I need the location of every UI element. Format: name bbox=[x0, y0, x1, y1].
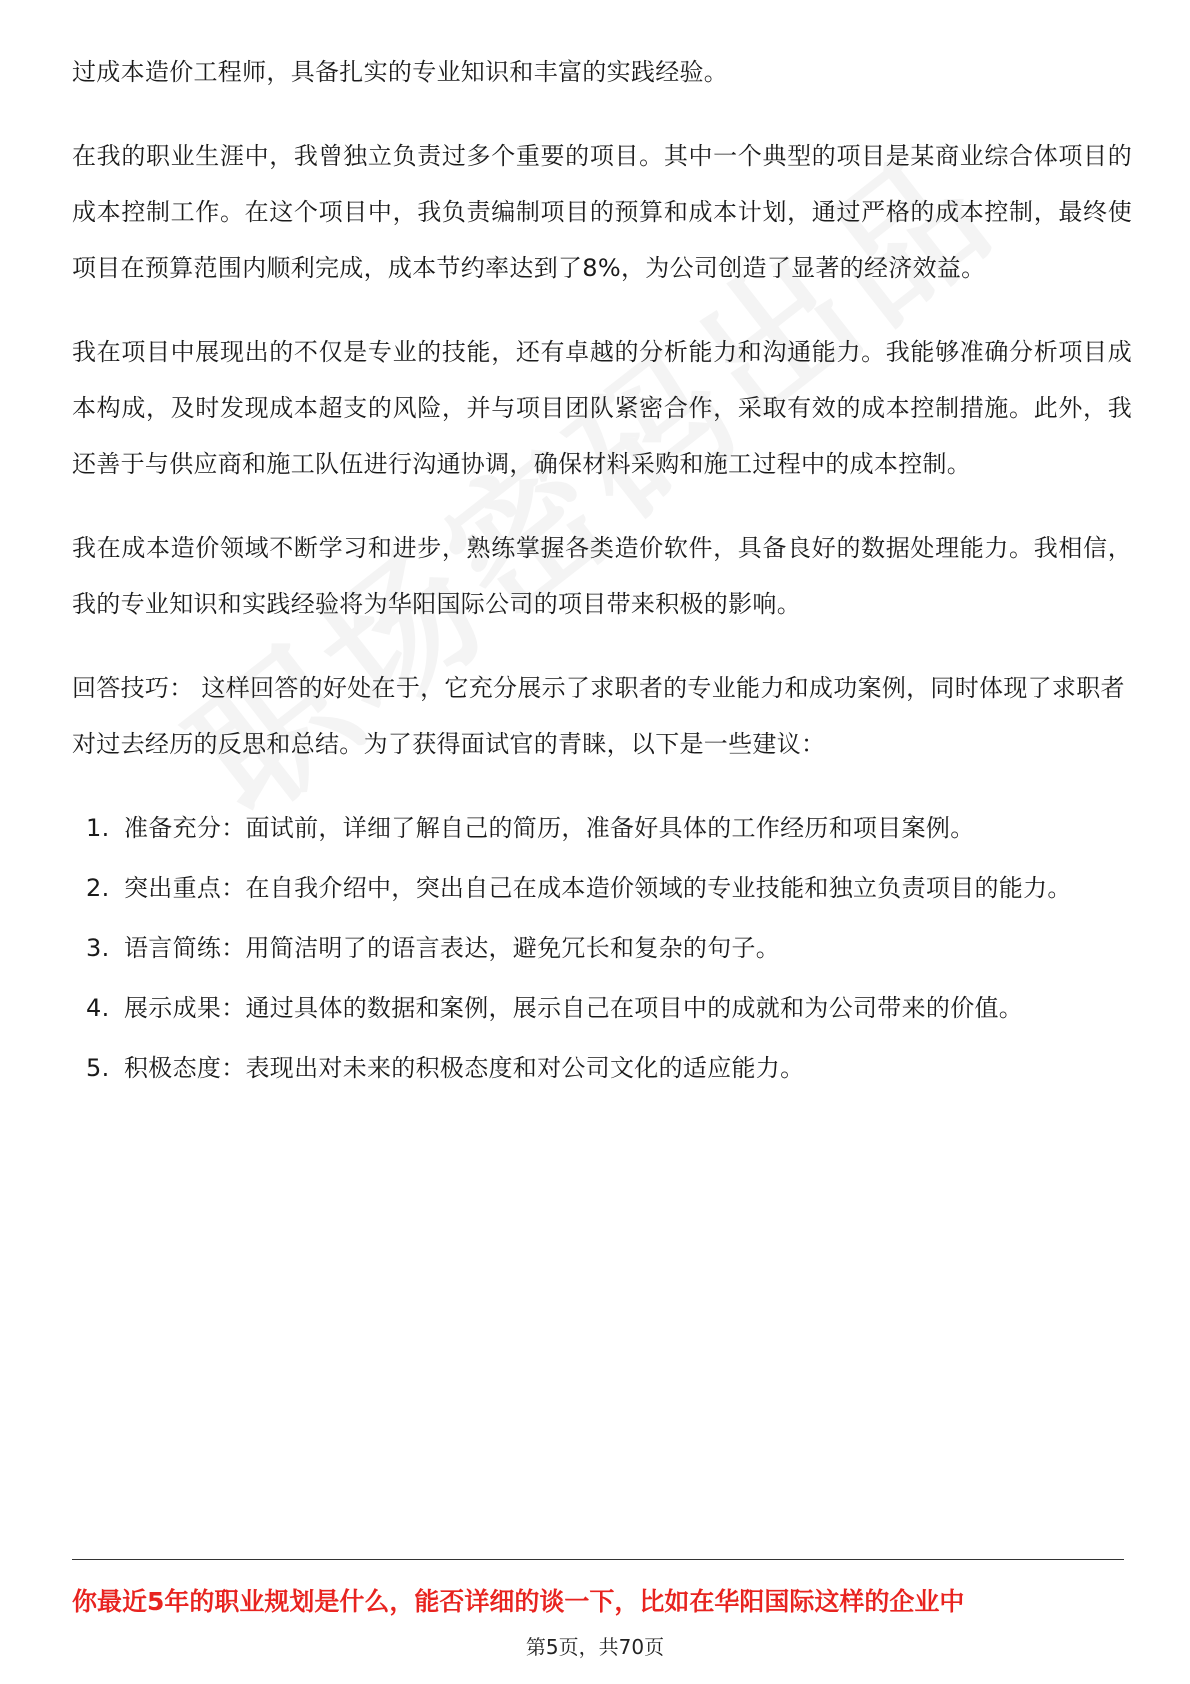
list-item-number: 3. bbox=[86, 934, 110, 962]
list-item-number: 2. bbox=[86, 874, 110, 902]
list-item-number: 4. bbox=[86, 994, 110, 1022]
list-item-number: 1. bbox=[86, 814, 110, 842]
list-item bbox=[72, 920, 1132, 976]
list-item-number: 5. bbox=[86, 1054, 110, 1082]
list-item-text: 展示成果：通过具体的数据和案例，展示自己在项目中的成就和为公司带来的价值。 bbox=[124, 994, 1024, 1022]
paragraph-skills: 我在项目中展现出的不仅是专业的技能，还有卓越的分析能力和沟通能力。我能够准确分析项目成本构成，及时发现成本超支的风险，并与项目团队紧密合作，采取有效的成本控制措施。此外，我还善于与供应商和施工队伍进行沟通协调，确保材料采购和施工过程中的成本控制。 bbox=[72, 338, 1132, 478]
list-item-text: 准备充分：面试前，详细了解自己的简历，准备好具体的工作经历和项目案例。 bbox=[124, 814, 975, 842]
tips-list bbox=[72, 800, 1132, 1096]
list-item-text: 突出重点：在自我介绍中，突出自己在成本造价领域的专业技能和独立负责项目的能力。 bbox=[124, 874, 1072, 902]
paragraph-intro-tail: 过成本造价工程师，具备扎实的专业知识和丰富的实践经验。 bbox=[72, 58, 729, 86]
list-item bbox=[72, 860, 1132, 916]
main-content bbox=[72, 44, 1132, 1100]
paragraph-project-experience: 在我的职业生涯中，我曾独立负责过多个重要的项目。其中一个典型的项目是某商业综合体项目的成本控制工作。在这个项目中，我负责编制项目的预算和成本计划，通过严格的成本控制，最终使项目在预算范围内顺利完成，成本节约率达到了8%，为公司创造了显著的经济效益。 bbox=[72, 142, 1132, 282]
list-item bbox=[72, 1040, 1132, 1096]
list-item bbox=[72, 980, 1132, 1036]
divider bbox=[72, 1559, 1124, 1560]
next-question-heading: 你最近5年的职业规划是什么，能否详细的谈一下，比如在华阳国际这样的企业中 bbox=[72, 1587, 965, 1616]
answer-tips-intro: 回答技巧： 这样回答的好处在于，它充分展示了求职者的专业能力和成功案例，同时体现了求职者对过去经历的反思和总结。为了获得面试官的青睐，以下是一些建议： bbox=[72, 674, 1125, 758]
page-number: 第5页，共70页 bbox=[525, 1635, 665, 1659]
list-item-text: 积极态度：表现出对未来的积极态度和对公司文化的适应能力。 bbox=[124, 1054, 805, 1082]
paragraph-learning: 我在成本造价领域不断学习和进步，熟练掌握各类造价软件，具备良好的数据处理能力。我相信，我的专业知识和实践经验将为华阳国际公司的项目带来积极的影响。 bbox=[72, 534, 1132, 618]
list-item-text: 语言简练：用简洁明了的语言表达，避免冗长和复杂的句子。 bbox=[124, 934, 781, 962]
list-item bbox=[72, 800, 1132, 856]
